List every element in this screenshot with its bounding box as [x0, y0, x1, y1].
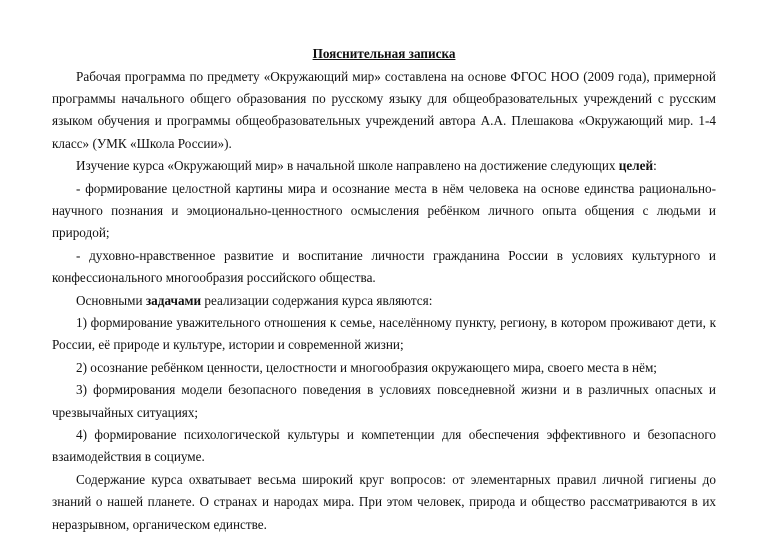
tasks-keyword: задачами [145, 292, 202, 308]
task-item-2: 2) осознание ребёнком ценности, целостности и многообразия окружающего мира, своего места в нём; [76, 359, 657, 375]
goals-text-after: : [653, 158, 657, 174]
task-item-1: 1) формирование уважительного отношения к семье, населённому пункту, региону, в котором проживают дети, к России, её природе и культуре, истории и современной жизни; [52, 314, 716, 353]
paragraph-program-basis: Рабочая программа по предмету «Окружающий мир» составлена на основе ФГОС НОО (2009 года), примерной программы начального общего образования по русскому языку для общеобразовательных учреждений с русским языком обучения и программы общеобразовательных учреждений автора А.А. Плешакова «Окружающий мир. 1-4 класс» (УМК «Школа России»). [52, 68, 716, 151]
paragraph-course-goals [52, 155, 716, 177]
task-item-3: 3) формирования модели безопасного поведения в условиях повседневной жизни и в различных опасных и чрезвычайных ситуациях; [52, 382, 716, 420]
paragraph-course-content: Содержание курса охватывает весьма широкий круг вопросов: от элементарных правил личной гигиены до знаний о нашей планете. О странах и народах мира. При этом человек, природа и общество рассматриваются в их неразрывном, органическом единстве. [52, 471, 716, 532]
goal-item-moral-development: - духовно-нравственное развитие и воспитание личности гражданина России в условиях культурного и конфессионального многообразия российского общества. [52, 247, 716, 286]
tasks-text-after: реализации содержания курса являются: [201, 292, 433, 308]
document-title: Пояснительная записка [312, 46, 456, 61]
goals-keyword: целей [618, 158, 654, 174]
task-item-4: 4) формирование психологической культуры и компетенции для обеспечения эффективного и безопасного взаимодействия в социуме. [52, 427, 716, 465]
paragraph-course-tasks [52, 290, 716, 312]
goal-item-worldview: - формирование целостной картины мира и осознание места в нём человека на основе единства рационально-научного познания и эмоционально-ценностного осмысления ребёнком личного опыта общения с людьми и природой; [52, 180, 716, 241]
goals-text-before: Изучение курса «Окружающий мир» в начальной школе направлено на достижение следующих [76, 158, 619, 174]
tasks-text-before: Основными [76, 292, 146, 308]
